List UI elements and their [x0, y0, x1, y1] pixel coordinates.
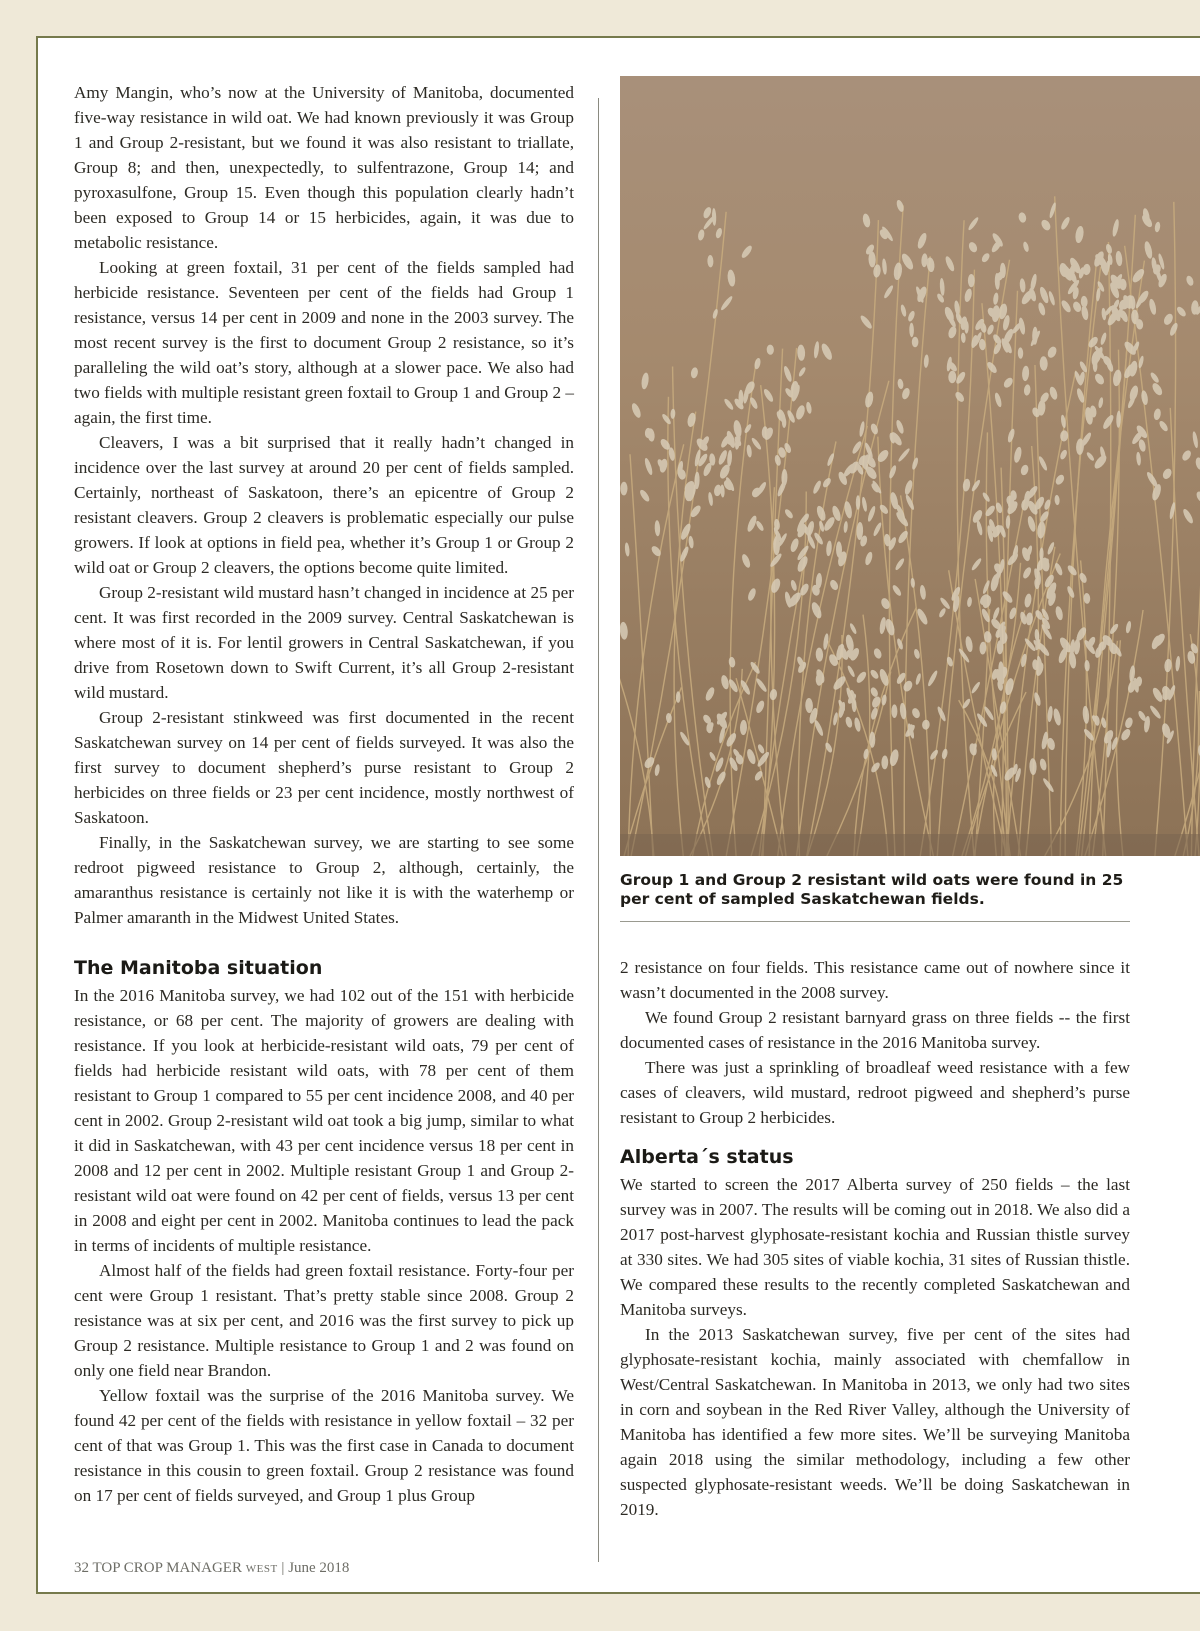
- paragraph: Group 2-resistant stinkweed was first documented in the recent Saskatchewan survey on 14 per cent of fields surveyed. It was also the first survey to document shepherd’s purse resistant to Group 2 herbicides on three fields or 23 per cent incidence, mostly northwest of Saskatoon.: [74, 708, 574, 827]
- paragraph: There was just a sprinkling of broadleaf weed resistance with a few cases of cleavers, wild mustard, redroot pigweed and shepherd’s purse resistant to Group 2 herbicides.: [620, 1058, 1130, 1127]
- section-heading: The Manitoba situation: [74, 957, 323, 979]
- footer-separator: |: [281, 1560, 285, 1576]
- section-heading: Alberta´s status: [620, 1146, 794, 1168]
- paragraph: We started to screen the 2017 Alberta survey of 250 fields – the last survey was in 2007. The results will be coming out in 2018. We also did a 2017 post-harvest glyphosate-resistant kochia and Russian thistle survey at 330 sites. We had 305 sites of viable kochia, 31 sites of Russian thistle. We compared these results to the recently completed Saskatchewan and Manitoba surveys.: [620, 1175, 1130, 1319]
- paragraph: We found Group 2 resistant barnyard grass on three fields -- the first documented cases of resistance in the 2016 Manitoba survey.: [620, 1008, 1130, 1052]
- paragraph: Finally, in the Saskatchewan survey, we are starting to see some redroot pigweed resistance to Group 2, although, certainly, the amaranthus resistance is certainly not like it is with the waterhemp or Palmer amaranth in the Midwest United States.: [74, 833, 574, 927]
- column-divider: [598, 98, 599, 1562]
- paragraph: Looking at green foxtail, 31 per cent of the fields sampled had herbicide resistance. Seventeen per cent of the fields had Group 1 resistance, versus 14 per cent in 2009 and none in the 2003 survey. The most recent survey is the first to document Group 2 resistance, so it’s paralleling the wild oat’s story, although at a slower pace. We also had two fields with multiple resistant green foxtail to Group 1 and Group 2 – again, the first time.: [74, 258, 574, 427]
- magazine-edition: WEST: [245, 1563, 278, 1575]
- paragraph: In the 2016 Manitoba survey, we had 102 out of the 151 with herbicide resistance, or 68 per cent. The majority of growers are dealing with resistance. If you look at herbicide-resistant wild oats, 79 per cent of fields had herbicide resistant wild oats, with 78 per cent of them resistant to Group 1 compared to 55 per cent incidence 2008, and 40 per cent in 2002. Group 2-resistant wild oat took a big jump, similar to what it did in Saskatchewan, with 43 per cent incidence versus 18 per cent in 2008 and 12 per cent in 2002. Multiple resistant Group 1 and Group 2-resistant wild oat were found on 42 per cent of fields, versus 13 per cent in 2008 and eight per cent in 2002. Manitoba continues to lead the pack in terms of incidents of multiple resistance.: [74, 986, 574, 1255]
- page-footer: [74, 1560, 349, 1577]
- magazine-name: TOP CROP MANAGER: [92, 1560, 242, 1576]
- photo-caption: Group 1 and Group 2 resistant wild oats were found in 25 per cent of sampled Saskatchewan fields.: [620, 871, 1130, 922]
- paragraph: Yellow foxtail was the surprise of the 2016 Manitoba survey. We found 42 per cent of the fields with resistance in yellow foxtail – 32 per cent of that was Group 1. This was the first case in Canada to document resistance in this cousin to green foxtail. Group 2 resistance was found on 17 per cent of fields surveyed, and Group 1 plus Group: [74, 1386, 574, 1505]
- paragraph: Group 2-resistant wild mustard hasn’t changed in incidence at 25 per cent. It was first recorded in the 2009 survey. Central Saskatchewan is where most of it is. For lentil growers in Central Saskatchewan, if you drive from Rosetown down to Swift Current, it’s all Group 2-resistant wild mustard.: [74, 583, 574, 702]
- right-column-lower: [620, 955, 1130, 1522]
- wild-oats-photo: [620, 76, 1200, 856]
- magazine-page: [36, 36, 1200, 1594]
- paragraph: Cleavers, I was a bit surprised that it really hadn’t changed in incidence over the last survey at around 20 per cent of fields sampled. Certainly, northeast of Saskatoon, there’s an epicentre of Group 2 resistant cleavers. Group 2 cleavers is problematic especially our pulse growers. If look at options in field pea, whether it’s Group 1 or Group 2 wild oat or Group 2 cleavers, the options become quite limited.: [74, 433, 574, 577]
- issue-date: June 2018: [288, 1560, 350, 1576]
- page-number: 32: [74, 1560, 89, 1576]
- paragraph: Almost half of the fields had green foxtail resistance. Forty-four per cent were Group 1 resistant. That’s pretty stable since 2008. Group 2 resistance was at six per cent, and 2016 was the first survey to pick up Group 2 resistance. Multiple resistance to Group 1 and 2 was found on only one field near Brandon.: [74, 1261, 574, 1380]
- left-column: [74, 80, 574, 930]
- manitoba-section: [74, 955, 574, 1508]
- paragraph: 2 resistance on four fields. This resistance came out of nowhere since it wasn’t documented in the 2008 survey.: [620, 958, 1130, 1002]
- paragraph: Amy Mangin, who’s now at the University of Manitoba, documented five-way resistance in wild oat. We had known previously it was Group 1 and Group 2-resistant, but we found it was also resistant to triallate, Group 8; and then, unexpectedly, to sulfentrazone, Group 14; and pyroxasulfone, Group 15. Even though this population clearly hadn’t been exposed to Group 14 or 15 herbicides, again, it was due to metabolic resistance.: [74, 83, 574, 252]
- paragraph: In the 2013 Saskatchewan survey, five per cent of the sites had glyphosate-resistant kochia, mainly associated with chemfallow in West/Central Saskatchewan. In Manitoba in 2013, we only had two sites in corn and soybean in the Red River Valley, although the University of Manitoba has identified a few more sites. We’ll be surveying Manitoba again 2018 using the similar methodology, including a few other suspected glyphosate-resistant weeds. We’ll be doing Saskatchewan in 2019.: [620, 1325, 1130, 1519]
